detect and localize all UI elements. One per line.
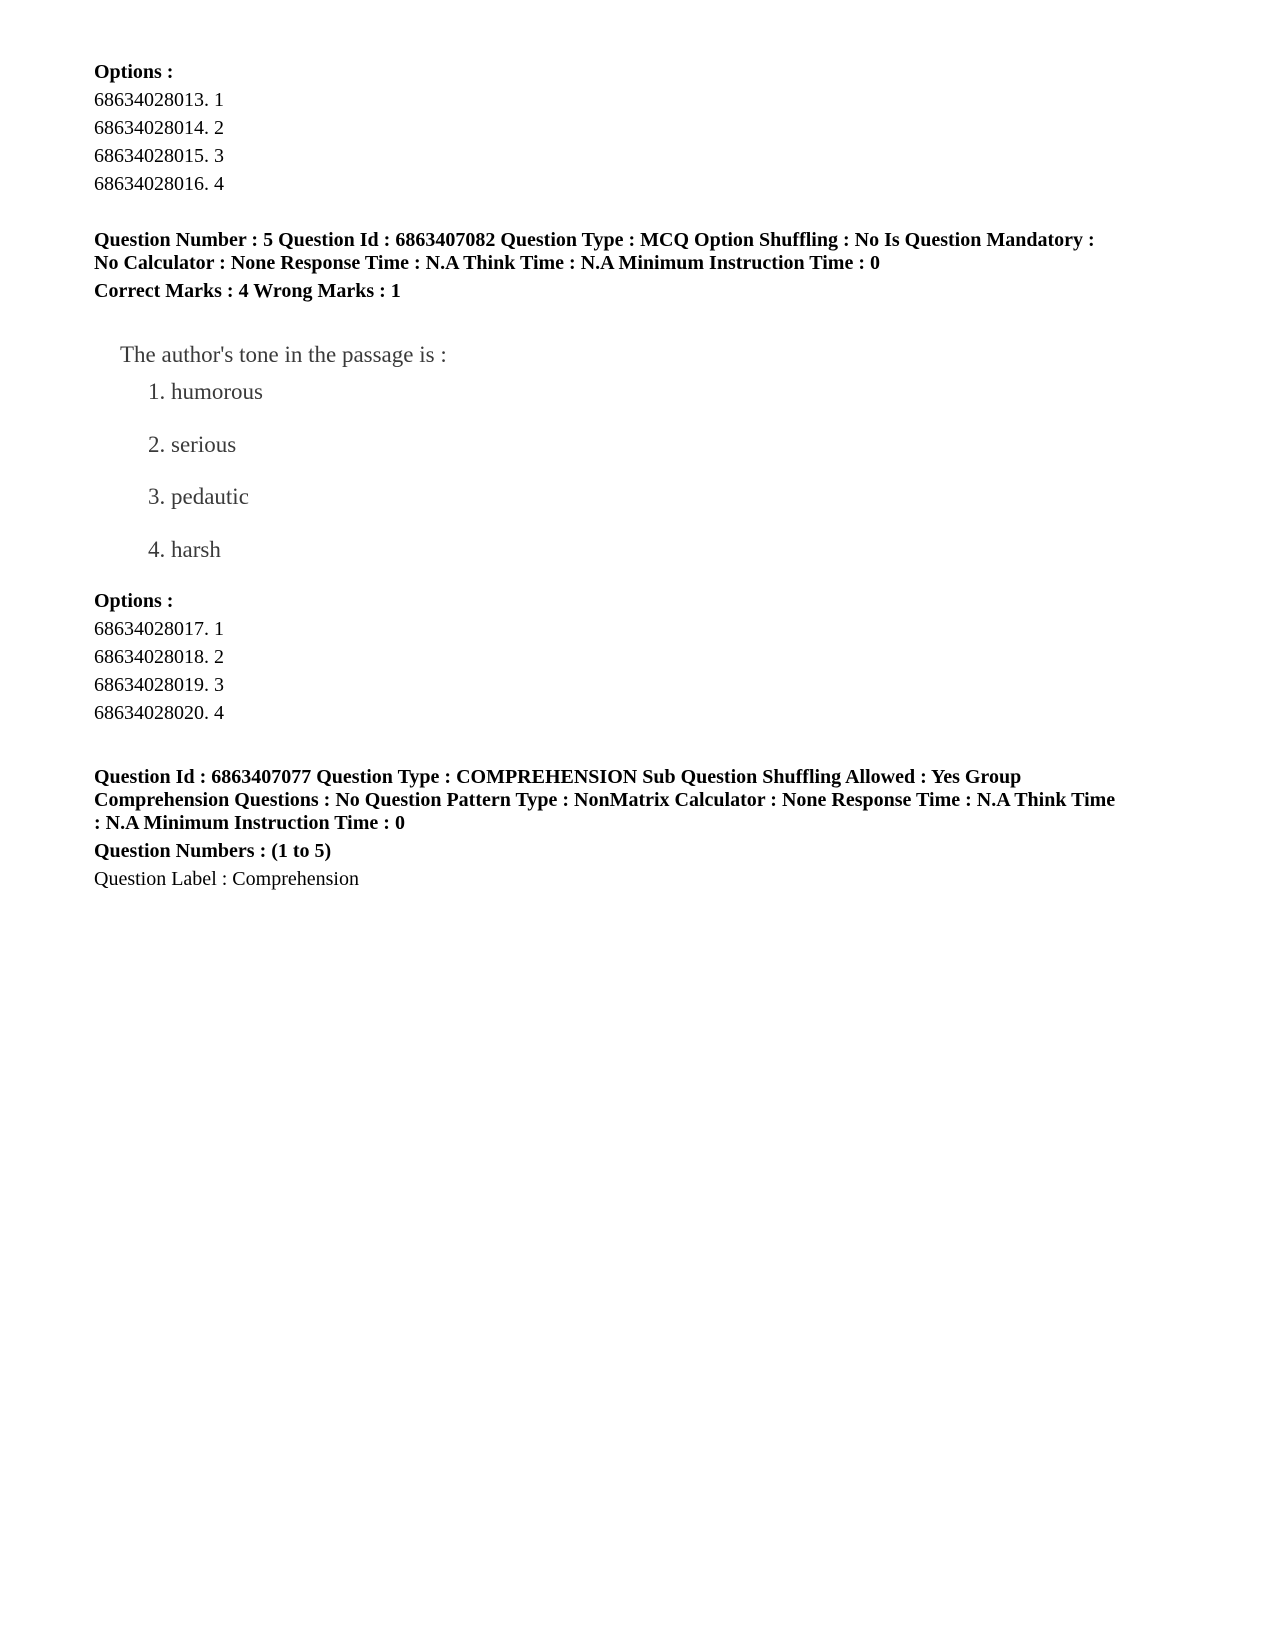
- question-choice: 1. humorous: [148, 379, 263, 404]
- option-item: 68634028020. 4: [94, 702, 224, 724]
- question-numbers: Question Numbers : (1 to 5): [94, 840, 332, 862]
- option-item: 68634028015. 3: [94, 145, 224, 167]
- question-image: [112, 336, 472, 596]
- comprehension-meta: Question Id : 6863407077 Question Type : COMPREHENSION Sub Question Shuffling Allowed : Yes Group: [94, 766, 1022, 788]
- question-stem: The author's tone in the passage is :: [120, 342, 447, 367]
- option-item: 68634028019. 3: [94, 674, 224, 696]
- comprehension-meta: Comprehension Questions : No Question Pattern Type : NonMatrix Calculator : None Response Time : N.A Think Time: [94, 789, 1116, 811]
- option-item: 68634028014. 2: [94, 117, 224, 139]
- option-item: 68634028016. 4: [94, 173, 224, 195]
- option-item: 68634028018. 2: [94, 646, 224, 668]
- option-item: 68634028013. 1: [94, 89, 224, 111]
- question-choice: 3. pedautic: [148, 484, 249, 509]
- option-item: 68634028017. 1: [94, 618, 224, 640]
- question-marks: Correct Marks : 4 Wrong Marks : 1: [94, 280, 401, 302]
- comprehension-meta: : N.A Minimum Instruction Time : 0: [94, 812, 405, 834]
- options-heading: Options :: [94, 61, 174, 83]
- question-label: Question Label : Comprehension: [94, 868, 359, 890]
- question-choice: 2. serious: [148, 432, 237, 457]
- options-heading: Options :: [94, 590, 174, 612]
- question-meta: Question Number : 5 Question Id : 6863407082 Question Type : MCQ Option Shuffling : No Is Question Mandatory :: [94, 229, 1095, 251]
- question-choice: 4. harsh: [148, 537, 221, 562]
- question-meta: No Calculator : None Response Time : N.A Think Time : N.A Minimum Instruction Time : 0: [94, 252, 880, 274]
